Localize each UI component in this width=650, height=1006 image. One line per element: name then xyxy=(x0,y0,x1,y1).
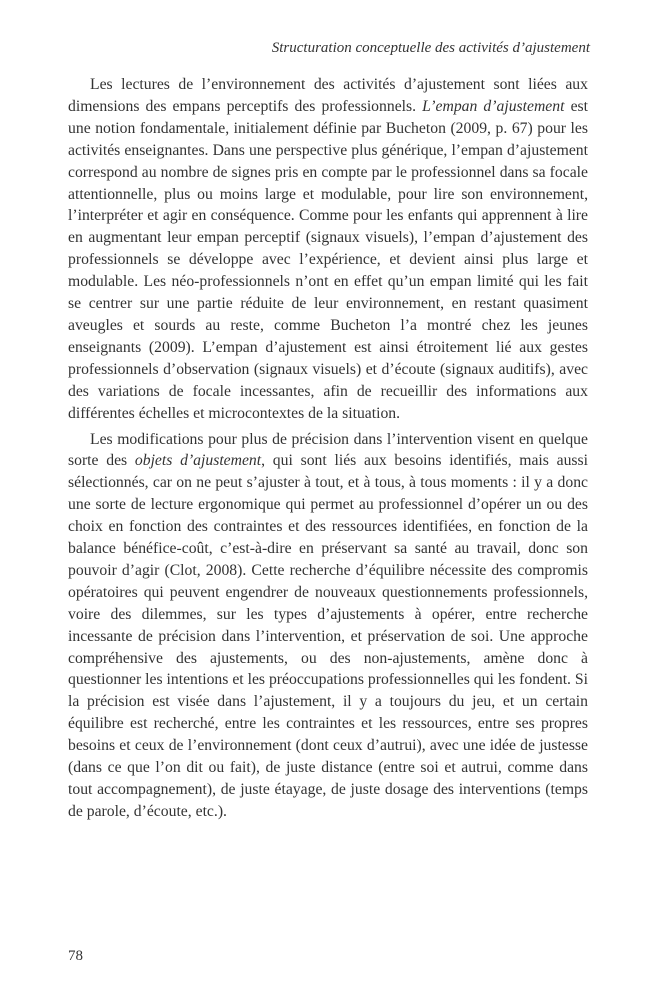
paragraph-2-text-a: Les modifications pour plus de précision dans l’intervention visent en quelque sorte des xyxy=(68,430,588,470)
paragraph-2-text-b: , qui sont liés aux besoins identifiés, mais aussi sélectionnés, car on ne peut s’ajuster à tout, et à tous, à tous moments : il y a donc une sorte de lecture ergonomique qui permet au professionnel d’opérer un ou des choix en fonction des contraintes et des ressources identifiées, en fonction de la balance bénéfice-coût, c’est-à-dire en préservant sa santé au travail, donc son pouvoir d’agir (Clot, 2008). Cette recherche d’équilibre nécessite des compromis opératoires qui peuvent engendrer de nouveaux questionnements professionnels, voire des dilemmes, sur les types d’ajustements à opérer, entre recherche incessante de précision dans l’intervention, et préservation de soi. Une approche compréhensive des ajustements, ou des non-ajustements, amène donc à questionner les intentions et les préoccupations professionnelles qui les fondent. Si la précision est visée dans l’ajustement, il y a toujours du jeu, et un certain équilibre est recherché, entre les contraintes et les ressources, entre ses propres besoins et ceux de l’environnement (dont ceux d’autrui), avec une idée de justesse (dans ce que l’on dit ou fait), de juste distance (entre soi et autrui, comme dans tout accompagnement), de juste étayage, de juste dosage des interventions (temps de parole, d’écoute, etc.). xyxy=(68,452,588,820)
paragraph-2-term-objets: objets d’ajustement xyxy=(134,452,262,470)
body-text xyxy=(68,74,588,827)
page-number: 78 xyxy=(68,948,83,964)
paragraph-1-term-empan: L’empan d’ajustement xyxy=(422,97,565,115)
paragraph-1-text-b: est une notion fondamentale, initialement définie par Bucheton (2009, p. 67) pour les activités enseignantes. Dans une perspective plus générique, l’empan d’ajustement correspond au nombre de signes pris en compte par le professionnel dans sa focale attentionnelle, plus ou moins large et modulable, pour lire son environnement, l’interpréter et agir en conséquence. Comme pour les enfants qui apprennent à lire en augmentant leur empan perceptif (signaux visuels), l’empan d’ajustement des professionnels se développe avec l’expérience, et devient ainsi plus large et modulable. Les néo-professionnels n’ont en effet qu’un empan limité qui les fait se centrer sur une partie réduite de leur environnement, en restant quasiment aveugles et sourds au reste, comme Bucheton l’a montré chez les jeunes enseignants (2009). L’empan d’ajustement est ainsi étroitement lié aux gestes professionnels d’observation (signaux visuels) et d’écoute (signaux auditifs), avec des variations de focale incessantes, afin de recueillir des informations aux différentes échelles et microcontextes de la situation. xyxy=(68,97,589,422)
running-header: Structuration conceptuelle des activités d’ajustement xyxy=(271,40,590,56)
paragraph-2 xyxy=(68,429,588,823)
paragraph-1 xyxy=(68,74,588,425)
paragraph-1-text-a: Les lectures de l’environnement des activités d’ajustement sont liées aux dimensions des empans perceptifs des professionnels. xyxy=(68,76,588,115)
